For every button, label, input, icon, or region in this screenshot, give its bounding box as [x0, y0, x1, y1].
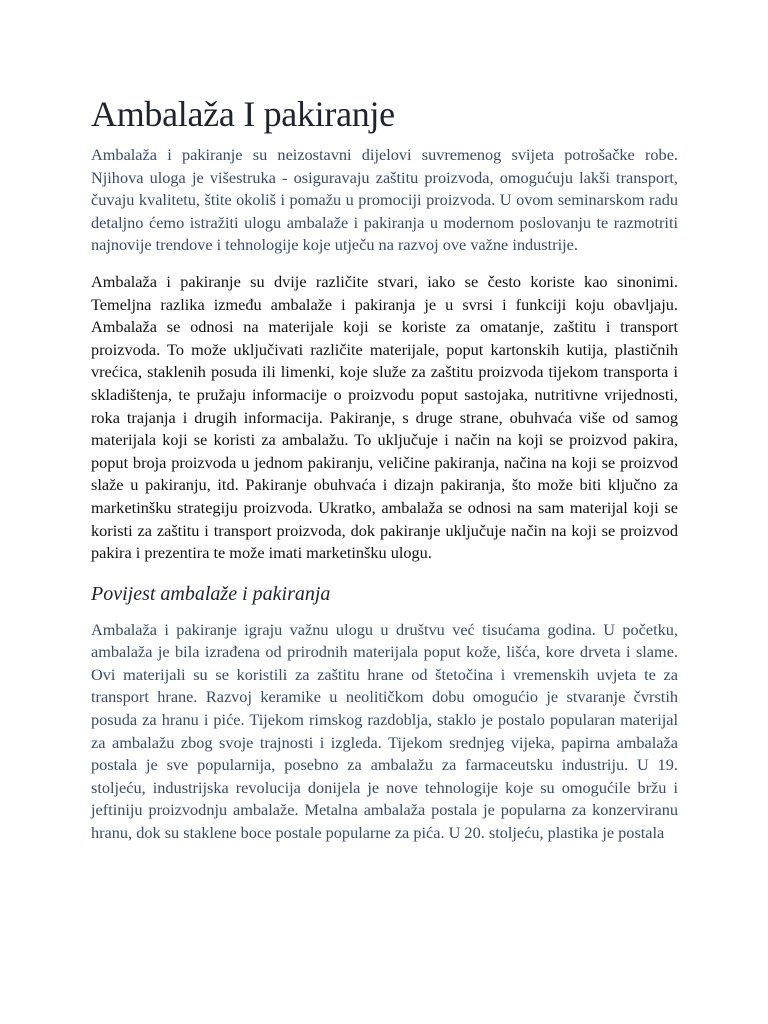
history-section-heading: Povijest ambalaže i pakiranja [91, 582, 331, 605]
history-paragraph: Ambalaža i pakiranje igraju važnu ulogu u društvu već tisućama godina. U početku, ambalaža je bila izrađena od prirodnih materijala poput kože, lišća, kore drveta i slame. Ovi materijali su se koristili za zaštitu hrane od štetočina i vremenskih uvjeta te za transport hrane. Razvoj keramike u neolitičkom dobu omogućio je stvaranje čvrstih posuda za hranu i piće. Tijekom rimskog razdoblja, staklo je postalo popularan materijal za ambalažu zbog svoje trajnosti i izgleda. Tijekom srednjeg vijeka, papirna ambalaža postala je sve popularnija, posebno za ambalažu za farmaceutsku industriju. U 19. stoljeću, industrijska revolucija donijela je nove tehnologije koje su omogućile bržu i jeftiniju proizvodnju ambalaže. Metalna ambalaža postala je popularna za konzerviranu hranu, dok su staklene boce postale popularne za pića. U 20. stoljeću, plastika je postala [91, 619, 678, 843]
intro-paragraph: Ambalaža i pakiranje su neizostavni dijelovi suvremenog svijeta potrošačke robe. Njihova uloga je višestruka - osiguravaju zaštitu proizvoda, omogućuju lakši transport, čuvaju kvalitetu, štite okoliš i pomažu u promociji proizvoda. U ovom seminarskom radu detaljno ćemo istražiti ulogu ambalaže i pakiranja u modernom poslovanju te razmotriti najnovije trendove i tehnologije koje utječu na razvoj ove važne industrije. [91, 145, 678, 255]
document-page [91, 92, 678, 859]
definition-paragraph: Ambalaža i pakiranje su dvije različite stvari, iako se često koriste kao sinonimi. Temeljna razlika između ambalaže i pakiranja je u svrsi i funkciji koju obavljaju. Ambalaža se odnosi na materijale koji se koriste za omatanje, zaštitu i transport proizvoda. To može uključivati različite materijale, poput kartonskih kutija, plastičnih vrećica, staklenih posuda ili limenki, koje služe za zaštitu proizvoda tijekom transporta i skladištenja, te pružaju informacije o proizvodu poput sastojaka, nutritivne vrijednosti, roka trajanja i drugih informacija. Pakiranje, s druge strane, obuhvaća više od samog materijala koji se koristi za ambalažu. To uključuje i način na koji se proizvod pakira, poput broja proizvoda u jednom pakiranju, veličine pakiranja, načina na koji se proizvod slaže u pakiranju, itd. Pakiranje obuhvaća i dizajn pakiranja, što može biti ključno za marketinšku strategiju proizvoda. Ukratko, ambalaža se odnosi na sam materijal koji se koristi za zaštitu i transport proizvoda, dok pakiranje uključuje način na koji se proizvod pakira i prezentira te može imati marketinšku ulogu. [91, 271, 678, 563]
document-title: Ambalaža I pakiranje [91, 94, 395, 134]
